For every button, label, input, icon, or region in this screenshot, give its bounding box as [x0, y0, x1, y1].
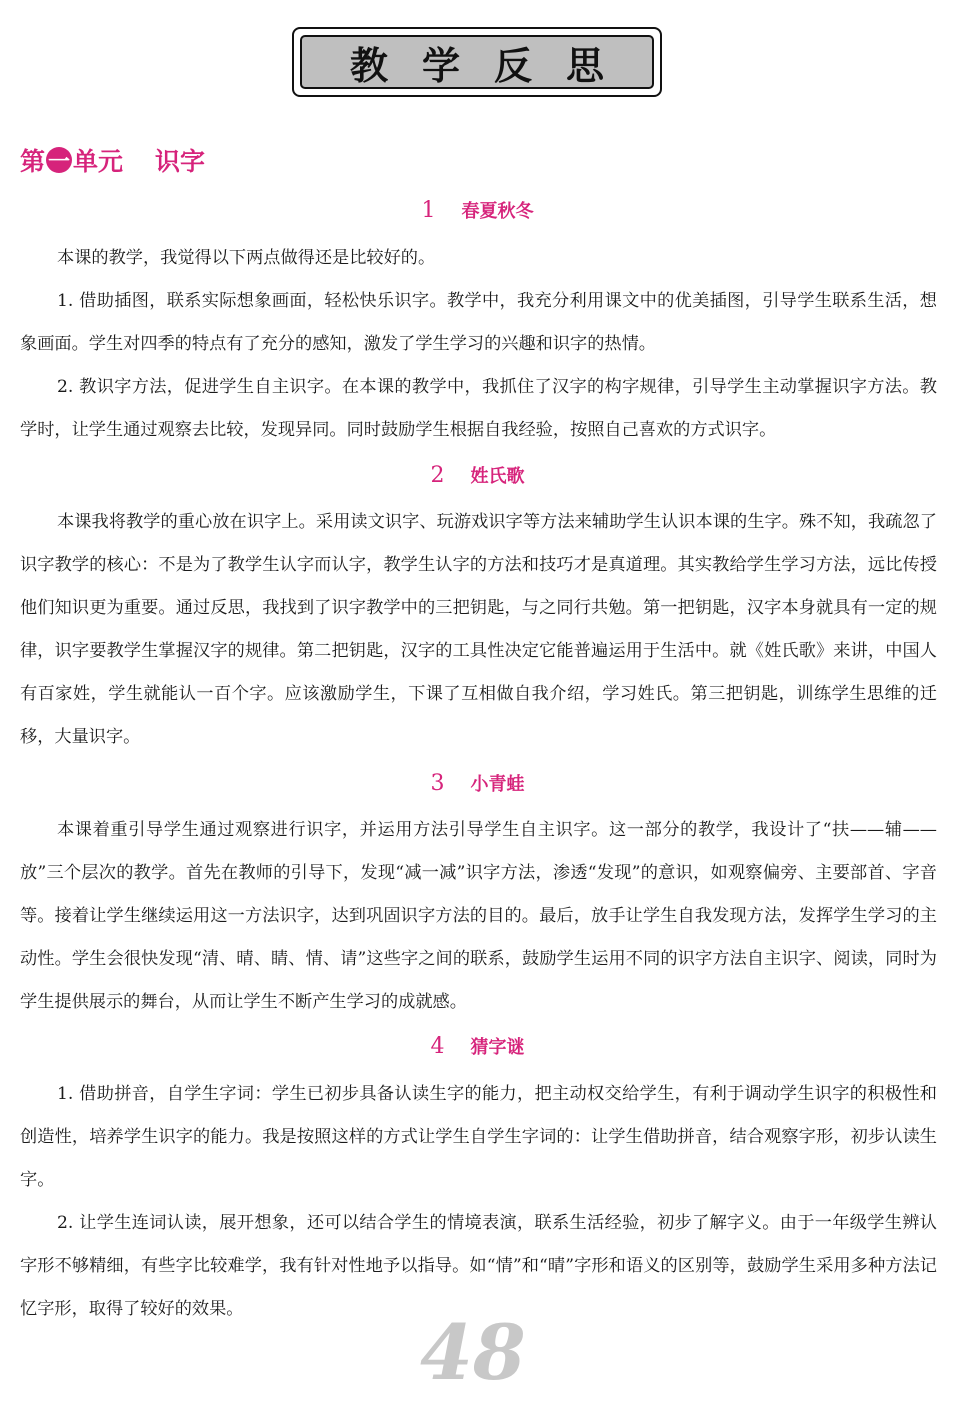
page-title: 教学反思	[349, 43, 638, 88]
lesson-title: 春夏秋冬	[461, 201, 534, 222]
lesson-heading	[0, 462, 955, 488]
unit-heading	[20, 142, 205, 178]
lesson-heading	[0, 1033, 955, 1059]
lesson-number: 2	[430, 463, 445, 488]
lesson-heading	[0, 197, 955, 223]
title-banner-inner	[300, 35, 654, 89]
paragraph: 2. 教识字方法，促进学生自主识字。在本课的教学中，我抓住了汉字的构字规律，引导学生主动掌握识字方法。教学时，让学生通过观察去比较，发现异同。同时鼓励学生根据自我经验，按照自己喜欢的方式识字。	[20, 377, 937, 440]
lesson-number: 3	[430, 771, 445, 796]
paragraph: 1. 借助拼音，自学生字词：学生已初步具备认读生字的能力，把主动权交给学生，有利于调动学生识字的积极性和创造性，培养学生识字的能力。我是按照这样的方式让学生自学生字词的：让学生借助拼音，结合观察字形，初步认读生字。	[20, 1084, 937, 1190]
paragraph: 2. 让学生连词认读，展开想象，还可以结合学生的情境表演，联系生活经验，初步了解字义。由于一年级学生辨认字形不够精细，有些字比较难学，我有针对性地予以指导。如“情”和“晴”字形和语义的区别等，鼓励学生采用多种方法记忆字形，取得了较好的效果。	[20, 1213, 937, 1319]
lesson-heading	[0, 770, 955, 796]
lesson-number: 1	[421, 198, 436, 223]
paragraph: 本课着重引导学生通过观察进行识字，并运用方法引导学生自主识字。这一部分的教学，我设计了“扶——辅——放”三个层次的教学。首先在教师的引导下，发现“减一减”识字方法，渗透“发现”的意识，如观察偏旁、主要部首、字音等。接着让学生继续运用这一方法识字，达到巩固识字方法的目的。最后，放手让学生自我发现方法，发挥学生学习的主动性。学生会很快发现“清、晴、睛、情、请”这些字之间的联系，鼓励学生运用不同的识字方法自主识字、阅读，同时为学生提供展示的舞台，从而让学生不断产生学习的成就感。	[20, 820, 937, 1012]
lesson-number: 4	[430, 1034, 445, 1059]
paragraph: 本课我将教学的重心放在识字上。采用读文识字、玩游戏识字等方法来辅助学生认识本课的生字。殊不知，我疏忽了识字教学的核心：不是为了教学生认字而认字，教学生认字的方法和技巧才是真道理。其实教给学生学习方法，远比传授他们知识更为重要。通过反思，我找到了识字教学中的三把钥匙，与之同行共勉。第一把钥匙，汉字本身就具有一定的规律，识字要教学生掌握汉字的规律。第二把钥匙，汉字的工具性决定它能普遍运用于生活中。就《姓氏歌》来讲，中国人有百家姓，学生就能认一百个字。应该激励学生，下课了互相做自我介绍，学习姓氏。第三把钥匙，训练学生思维的迁移，大量识字。	[20, 512, 937, 747]
lesson-title: 猜字谜	[470, 1037, 525, 1058]
unit-suffix: 单元	[73, 147, 124, 176]
paragraph: 本课的教学，我觉得以下两点做得还是比较好的。	[57, 248, 436, 268]
lesson-title: 姓氏歌	[470, 466, 525, 487]
unit-number-badge: 一	[46, 147, 72, 173]
page-number: 48	[420, 1308, 526, 1397]
title-banner	[292, 27, 662, 97]
unit-name: 识字	[155, 147, 206, 176]
unit-prefix: 第	[20, 147, 46, 176]
lesson-title: 小青蛙	[470, 774, 525, 795]
paragraph: 1. 借助插图，联系实际想象画面，轻松快乐识字。教学中，我充分利用课文中的优美插图，引导学生联系生活，想象画面。学生对四季的特点有了充分的感知，激发了学生学习的兴趣和识字的热情。	[20, 291, 937, 354]
